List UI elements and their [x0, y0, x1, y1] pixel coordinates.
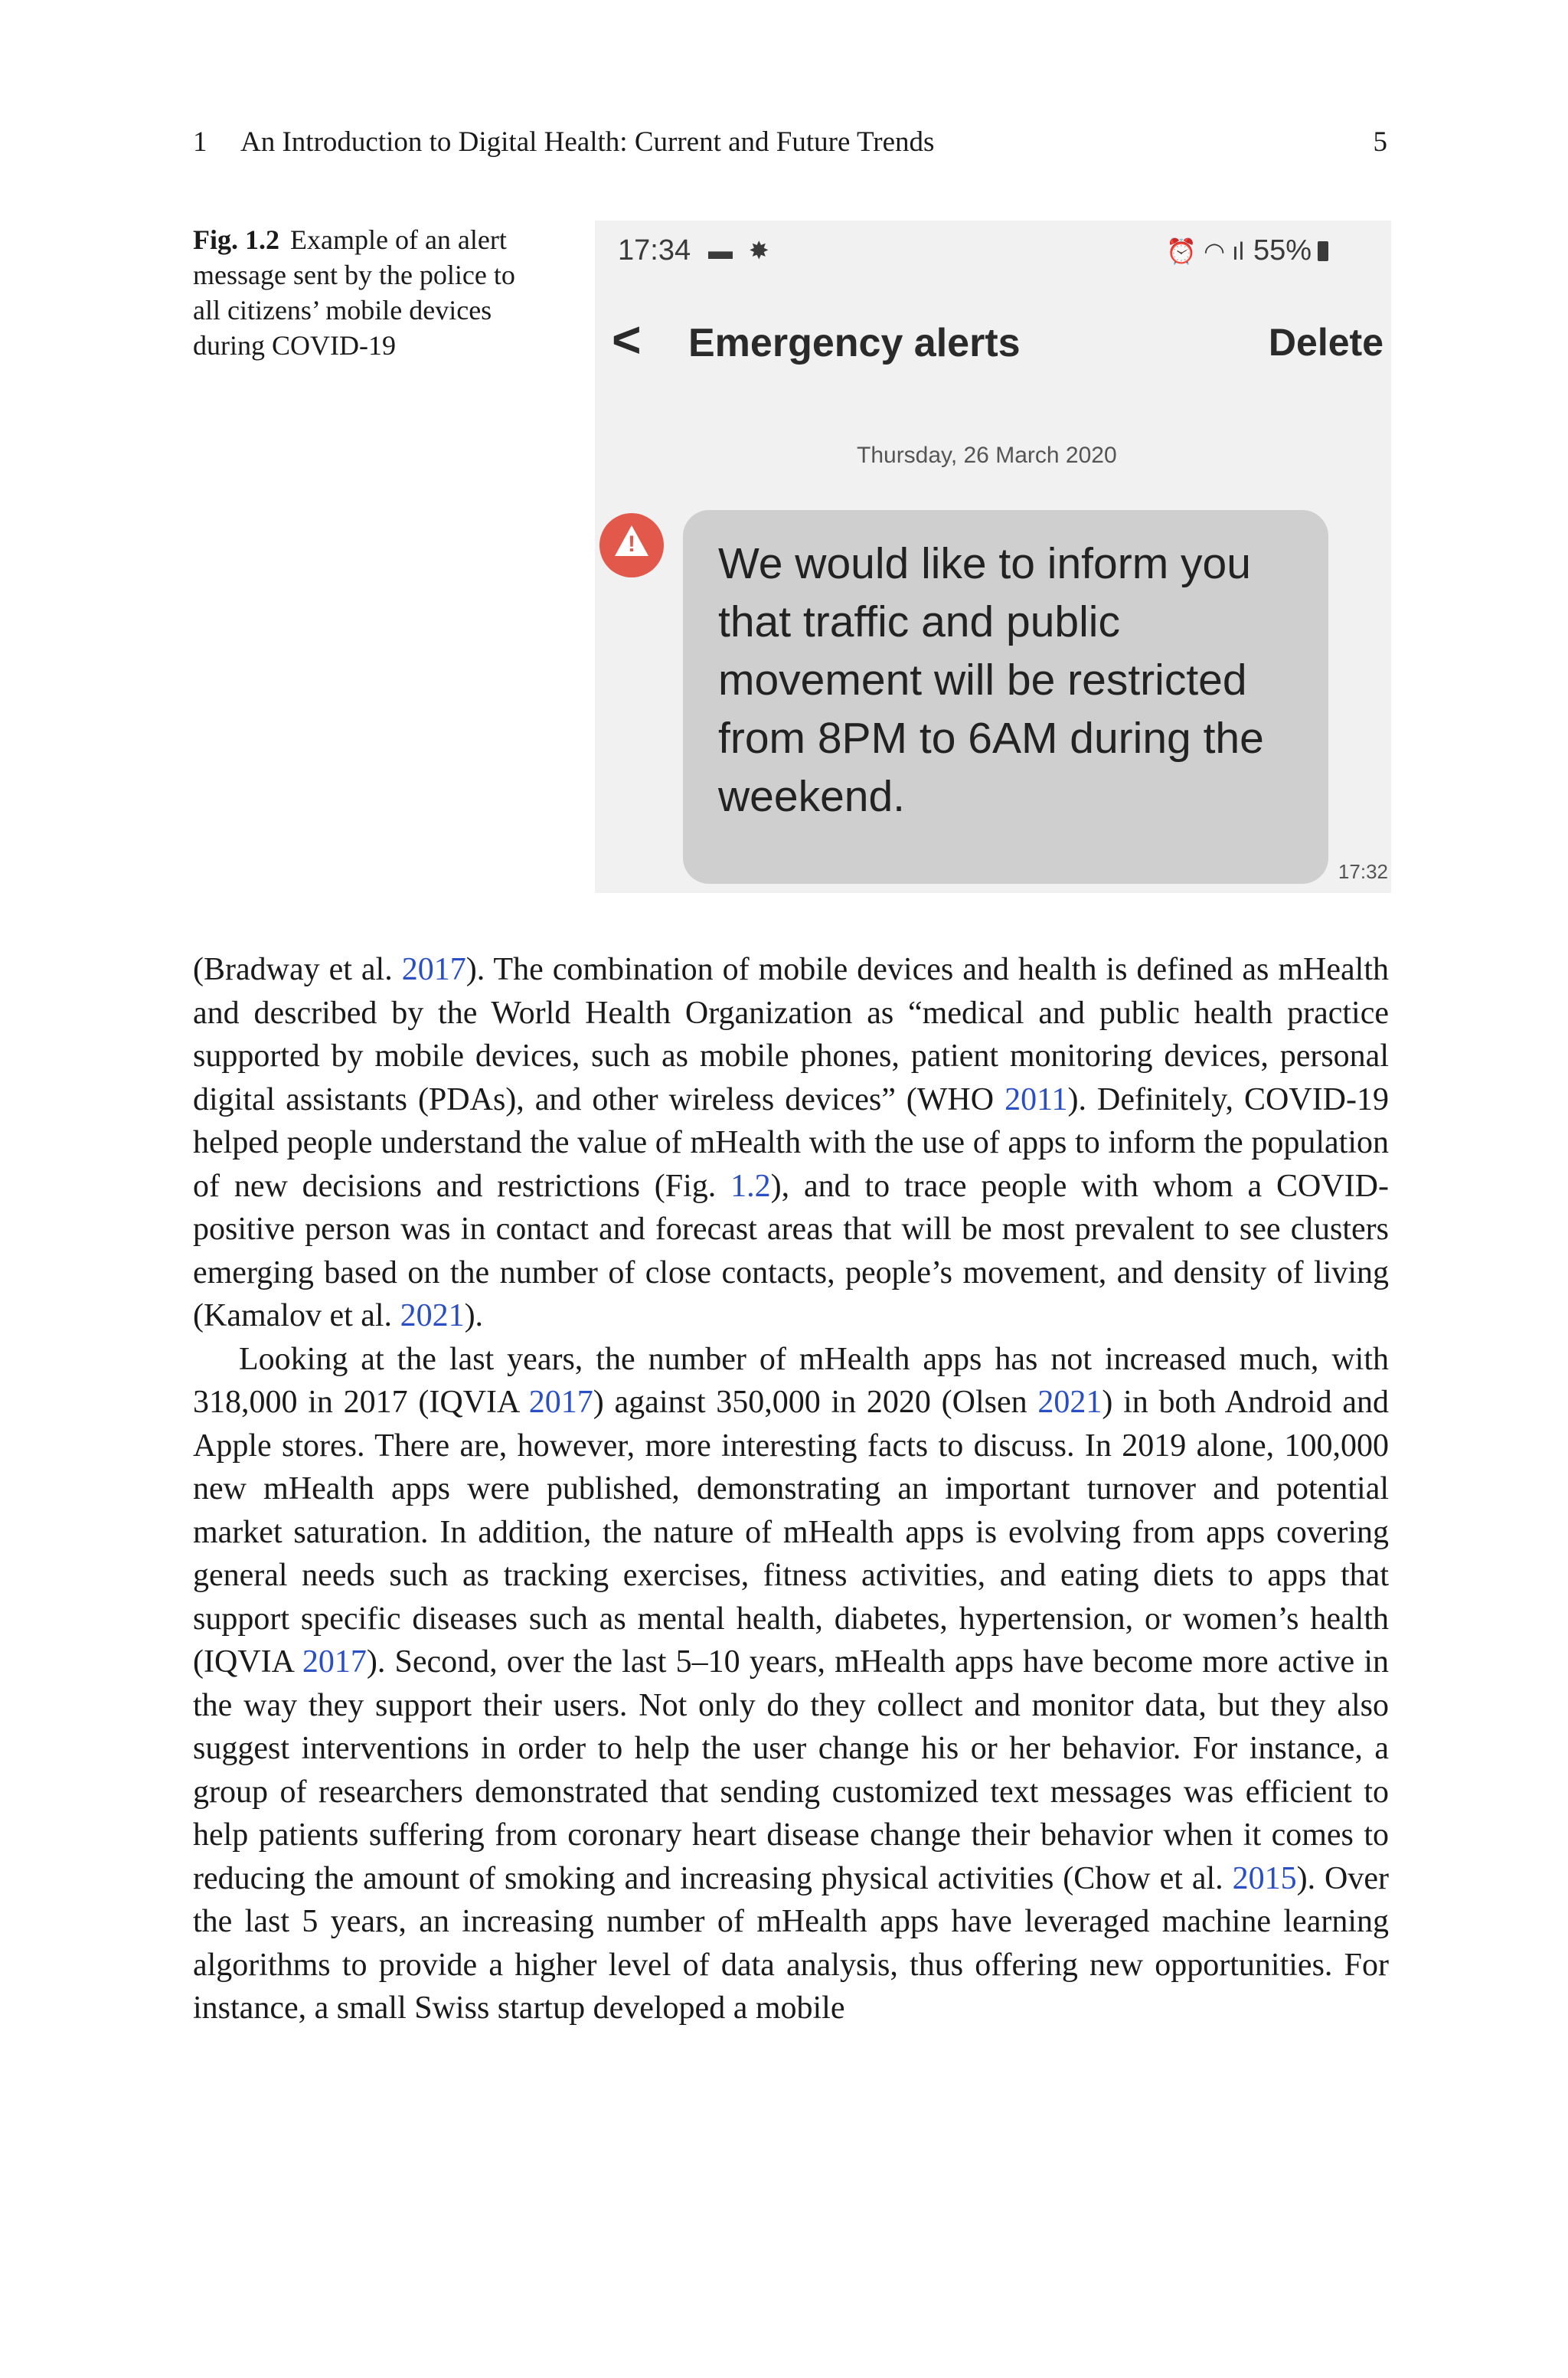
battery-level: 55%	[1253, 234, 1312, 267]
alert-warning-icon	[599, 513, 664, 577]
text-run: ) in both Android and Apple stores. There are, however, more interesting facts to discuss. In 2019 alone, 100,000 new mHealth apps were published, demonstrating an important turnover and potential market saturation. In addition, the nature of mHealth apps is evolving from apps covering general needs such as tracking exercises, fitness activities, and eating diets to apps that support specific diseases such as mental health, diabetes, hypertension, or women’s health (IQVIA	[193, 1385, 1389, 1680]
text-run: ). The combination of mobile devices and health is defined as mHealth and described by the World Health Organization as “medical and public health practice supported by mobile devices, such as mobile phones, patient monitoring devices, personal digital assistants (PDAs), and other wireless devices” (WHO	[193, 952, 1389, 1117]
citation-link[interactable]: 2011	[1004, 1081, 1068, 1117]
figure-label: Fig. 1.2	[193, 224, 279, 255]
status-time: 17:34	[618, 234, 691, 267]
body-text	[193, 948, 1389, 2030]
running-head	[193, 126, 1387, 164]
message-date: Thursday, 26 March 2020	[857, 443, 1117, 468]
text-run: ). Definitely, COVID-19 helped people understand the value of mHealth with the use of apps to inform the population of new decisions and restrictions (Fig.	[193, 1081, 1389, 1204]
paragraph-1	[193, 948, 1389, 1338]
citation-link[interactable]: 2021	[1037, 1385, 1102, 1420]
text-run: ).	[464, 1298, 484, 1333]
chapter-number: 1	[193, 126, 207, 158]
figure-caption	[193, 222, 530, 363]
figure-reference-link[interactable]: 1.2	[730, 1168, 771, 1204]
status-icons: ⏰ ◠ ıl	[1166, 237, 1244, 265]
paragraph-2	[193, 1338, 1389, 2030]
text-run: (Bradway et al.	[193, 952, 402, 987]
message-bubble[interactable]	[683, 510, 1328, 884]
text-run: ). Second, over the last 5–10 years, mHealth apps have become more active in the way they support their users. Not only do they collect and monitor data, but they also suggest interventions in order to help the user change his or her behavior. For instance, a group of researchers demonstrated that sending customized text messages was efficient to help patients suffering from coronary heart disease change their behavior when it comes to reducing the amount of smoking and increasing physical activities (Chow et al.	[193, 1644, 1389, 1896]
message-text: We would like to inform you that traffic and public movement will be restricted from 8PM to 6AM during the weekend.	[718, 539, 1264, 821]
page-number: 5	[1373, 126, 1387, 158]
chapter-title: An Introduction to Digital Health: Current and Future Trends	[240, 126, 935, 158]
battery-icon	[1318, 241, 1328, 261]
citation-link[interactable]: 2017	[401, 952, 466, 987]
text-run: Looking at the last years, the number of mHealth apps has not increased much, with 318,000 in 2017 (IQVIA	[193, 1341, 1389, 1420]
delete-button[interactable]: Delete	[1268, 321, 1383, 364]
citation-link[interactable]: 2021	[400, 1298, 465, 1333]
citation-link[interactable]: 2017	[528, 1385, 593, 1420]
message-time: 17:32	[1338, 860, 1388, 883]
back-chevron-icon[interactable]: <	[612, 311, 642, 368]
figure-caption-text: Example of an alert message sent by the police to all citizens’ mobile devices during COVID-19	[193, 224, 515, 361]
status-right	[1166, 234, 1328, 267]
notification-icons: ▬ ✸	[708, 237, 774, 264]
citation-link[interactable]: 2017	[302, 1644, 367, 1680]
text-run: ), and to trace people with whom a COVID-positive person was in contact and forecast areas that will be most prevalent to see clusters emerging based on the number of close contacts, people’s movement, and density of living (Kamalov et al.	[193, 1168, 1390, 1333]
citation-link[interactable]: 2015	[1232, 1860, 1297, 1896]
text-run: ). Over the last 5 years, an increasing number of mHealth apps have leveraged machine learning algorithms to provide a higher level of data analysis, thus offering new opportunities. For instance, a small Swiss startup developed a mobile	[193, 1860, 1389, 2026]
phone-screenshot	[595, 221, 1391, 893]
screen-title: Emergency alerts	[688, 321, 1021, 365]
text-run: ) against 350,000 in 2020 (Olsen	[593, 1385, 1038, 1420]
exclamation-glyph: !	[628, 532, 635, 557]
